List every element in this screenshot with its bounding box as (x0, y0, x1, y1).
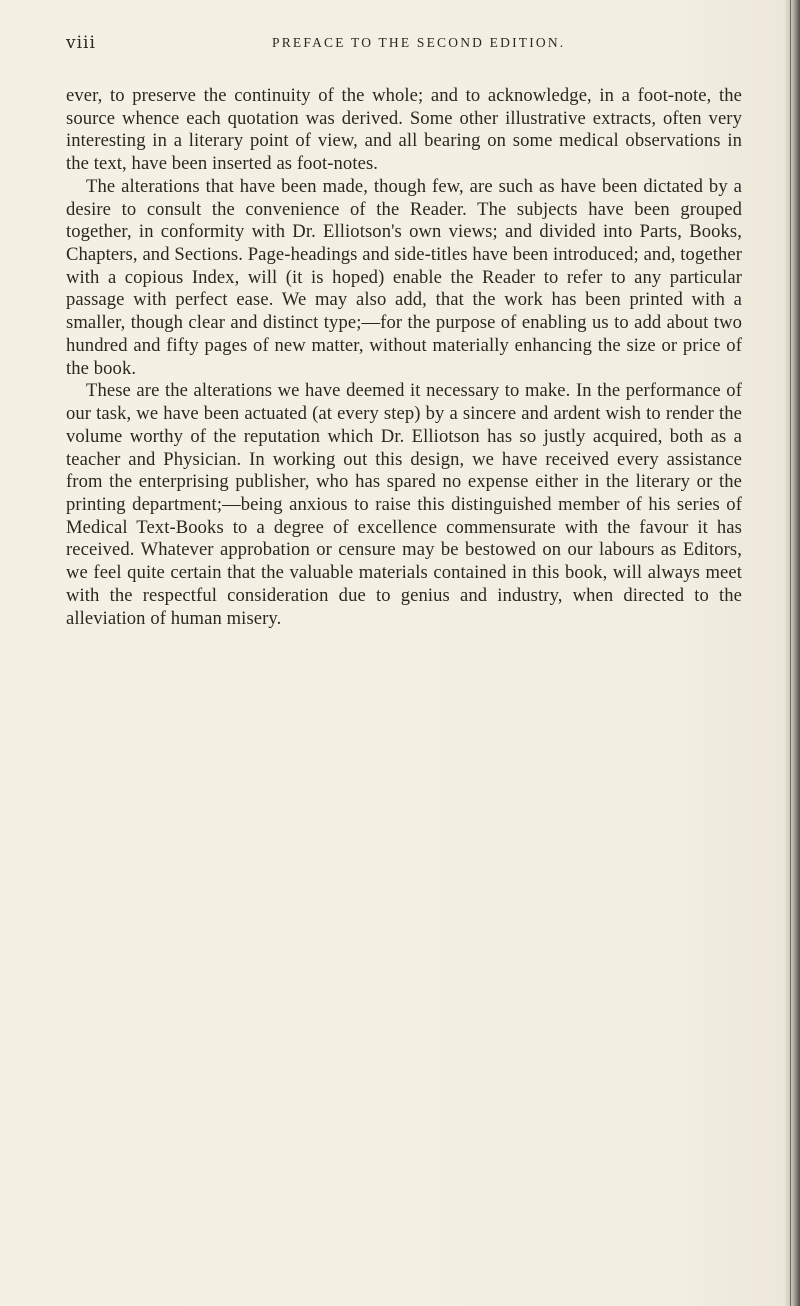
page-number: viii (66, 33, 96, 53)
paragraph-2: The alterations that have been made, though few, are such as have been dictated by a desire to consult the convenience of the Reader. The subjects have been grouped together, in conformity with Dr. Elliotson's own views; and divided into Parts, Books, Chapters, and Sections. Page-headings and side-titles have been introduced; and, together with a copious Index, will (it is hoped) enable the Reader to refer to any particular passage with perfect ease. We may also add, that the work has been printed with a smaller, though clear and distinct type;—for the purpose of enabling us to add about two hundred and fifty pages of new matter, without materially enhancing the size or price of the book. (66, 175, 742, 379)
paragraph-3: These are the alterations we have deemed it necessary to make. In the performance of our task, we have been actuated (at every step) by a sincere and ardent wish to render the volume worthy of the reputation which Dr. Elliotson has so justly acquired, both as a teacher and Physician. In working out this design, we have received every assistance from the enterprising publisher, who has spared no expense either in the literary or the printing department;—being anxious to raise this distinguished member of his series of Medical Text-Books to a degree of excellence commensurate with the favour it has received. Whatever approbation or censure may be bestowed on our labours as Editors, we feel quite certain that the valuable materials contained in this book, will always meet with the respectful consideration due to genius and industry, when directed to the alleviation of human misery. (66, 380, 742, 629)
page-edge-shadow (784, 0, 800, 1306)
page-edge-line (790, 0, 791, 1306)
running-head: PREFACE TO THE SECOND EDITION. (272, 35, 566, 50)
page-header (66, 33, 734, 57)
body-text (66, 85, 742, 630)
paragraph-1: ever, to preserve the continuity of the whole; and to acknowledge, in a foot-note, the source whence each quotation was derived. Some other illustrative extracts, often very interesting in a literary point of view, and all bearing on some medical observations in the text, have been inserted as foot-notes. (66, 85, 742, 175)
